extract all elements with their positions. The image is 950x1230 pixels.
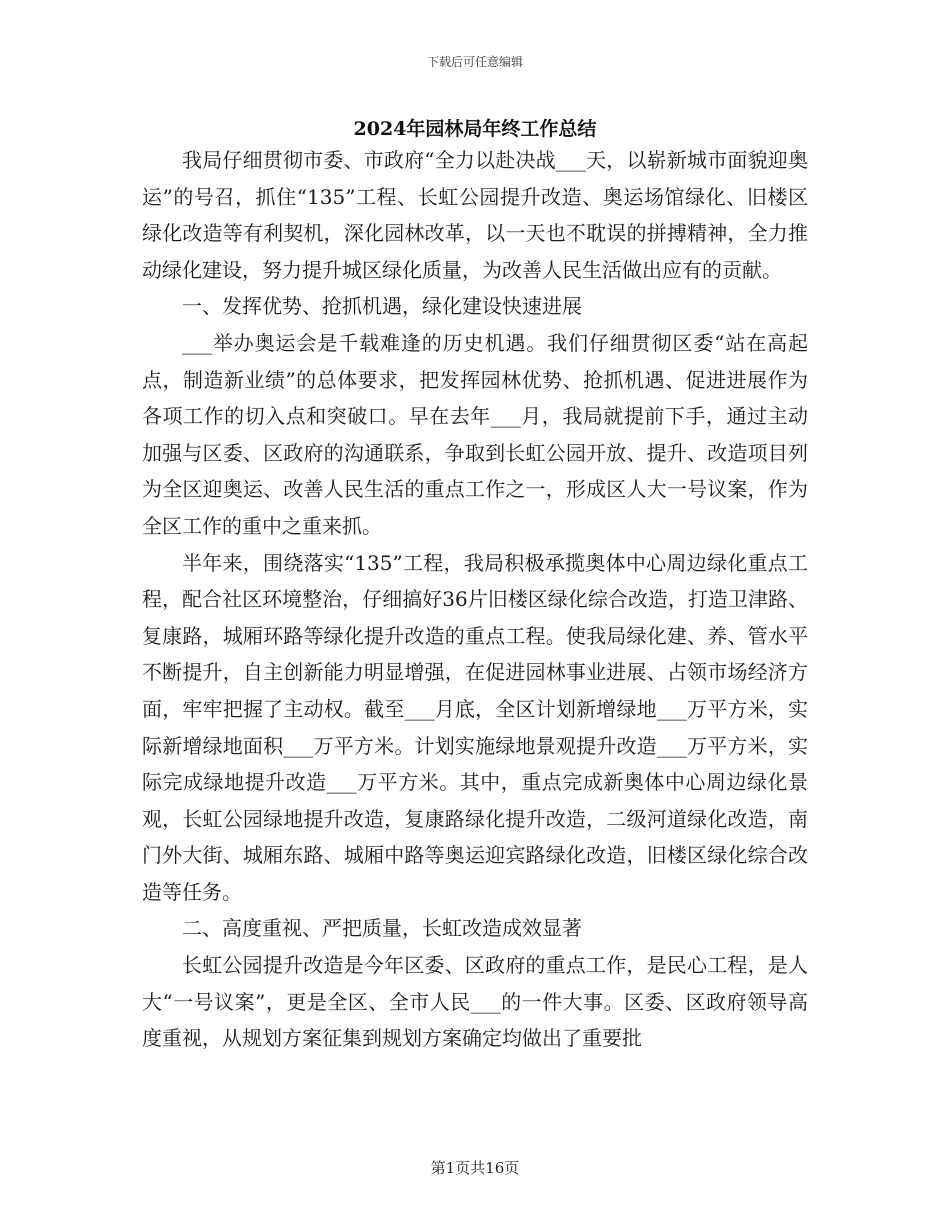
paragraph-olympics: ___举办奥运会是千载难逢的历史机遇。我们仔细贯彻区委“站在高起点，制造新业绩”的总体要求，把发挥园林优势、抢抓机遇、促进进展作为各项工作的切入点和突破口。早在去年___月，我局就提前下手，通过主动加强与区委、区政府的沟通联系，争取到长虹公园开放、提升、改造项目列为全区迎奥运、改善人民生活的重点工作之一，形成区人大一号议案，作为全区工作的重中之重来抓。: [142, 330, 808, 538]
section-heading-1: 一、发挥优势、抢抓机遇，绿化建设快速进展: [182, 294, 582, 319]
paragraph-progress: 半年来，围绕落实“135”工程，我局积极承揽奥体中心周边绿化重点工程，配合社区环境整治，仔细搞好36片旧楼区绿化综合改造，打造卫津路、复康路，城厢环路等绿化提升改造的重点工程。使我局绿化建、养、管水平不断提升，自主创新能力明显增强，在促进园林事业进展、占领市场经济方面，牢牢把握了主动权。截至___月底，全区计划新增绿地___万平方米，实际新增绿地面积___万平方米。计划实施绿地景观提升改造___万平方米，实际完成绿地提升改造___万平方米。其中，重点完成新奥体中心周边绿化景观，长虹公园绿地提升改造，复康路绿化提升改造，二级河道绿化改造，南门外大街、城厢东路、城厢中路等奥运迎宾路绿化改造，旧楼区绿化综合改造等任务。: [142, 550, 808, 904]
page-header-note: 下载后可任意编辑: [426, 55, 523, 69]
paragraph-intro: 我局仔细贯彻市委、市政府“全力以赴决战___天，以崭新城市面貌迎奥运”的号召，抓住“135”工程、长虹公园提升改造、奥运场馆绿化、旧楼区绿化改造等有利契机，深化园林改革，以一天也不耽误的拼搏精神，全力推动绿化建设，努力提升城区绿化质量，为改善人民生活做出应有的贡献。: [142, 148, 808, 282]
paragraph-changhong-park: 长虹公园提升改造是今年区委、区政府的重点工作，是民心工程，是人大“一号议案”，更是全区、全市人民___的一件大事。区委、区政府领导高度重视，从规划方案征集到规划方案确定均做出了重要批: [142, 953, 808, 1051]
section-heading-2: 二、高度重视、严把质量，长虹改造成效显著: [182, 916, 582, 941]
page-footer-page-number: 第1页共16页: [430, 1159, 520, 1177]
document-body: [142, 142, 808, 1057]
document-title: 2024年园林局年终工作总结: [353, 118, 597, 140]
